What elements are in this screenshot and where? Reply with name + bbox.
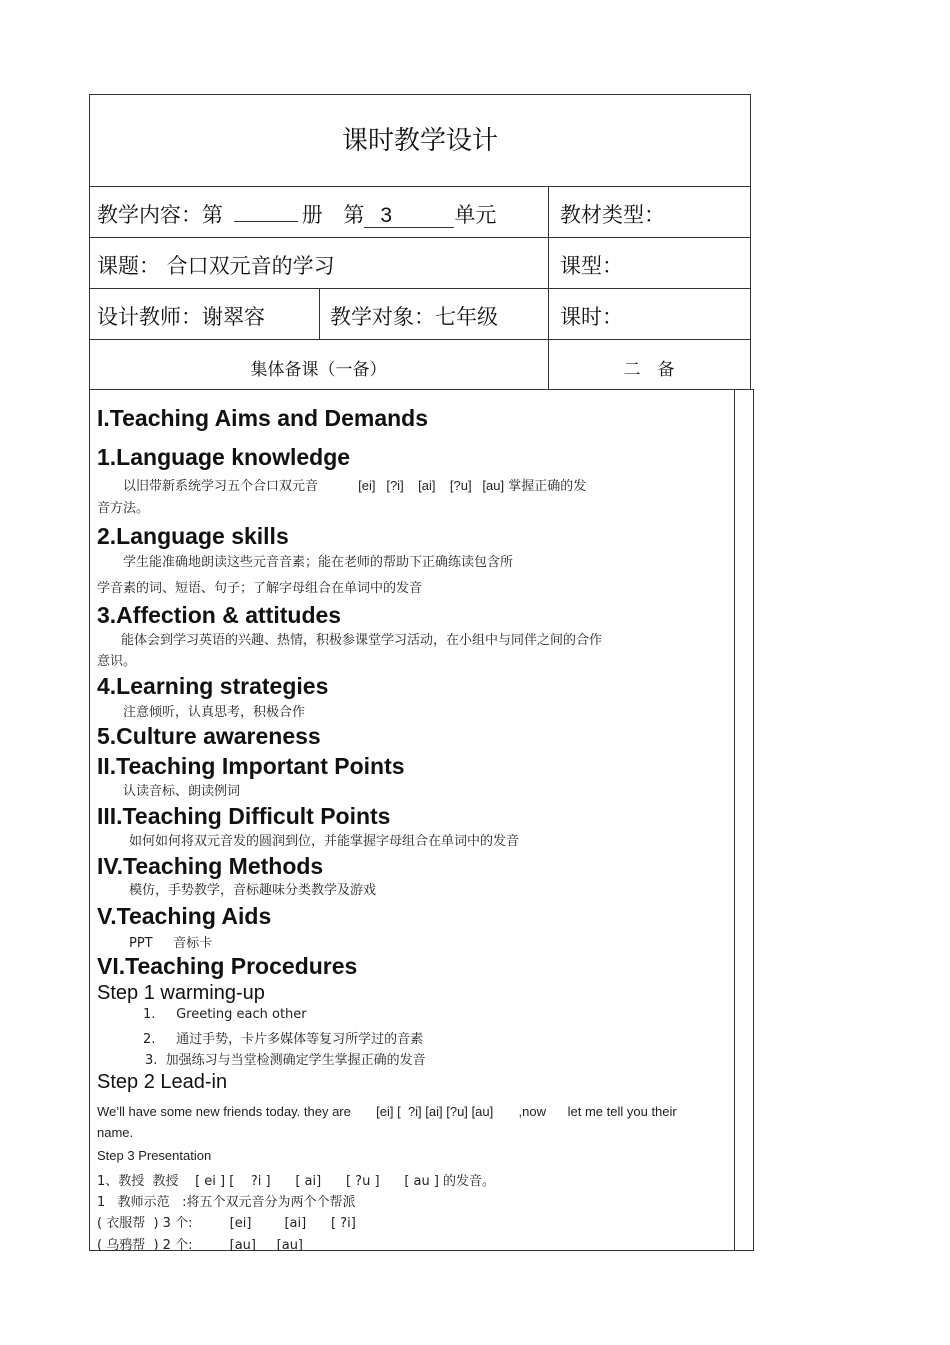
- target-label: 教学对象：七年级: [330, 305, 498, 329]
- lang-knowledge-text: [123, 475, 586, 494]
- important-text: 认读音标、朗读例词: [123, 784, 241, 799]
- aids-heading: V.Teaching Aids: [97, 903, 272, 929]
- difficult-text: 如何如何将双元音发的圆润到位，并能掌握字母组合在单词中的发音: [129, 834, 520, 849]
- aids-text: PPT 音标卡: [129, 936, 213, 951]
- lang-knowledge-text3: 音方法。: [97, 501, 150, 516]
- lang-knowledge-heading: 1.Language knowledge: [97, 444, 351, 470]
- row-divider-5: [89, 389, 754, 390]
- culture-heading: 5.Culture awareness: [97, 723, 321, 749]
- methods-text: 模仿，手势教学，音标趣味分类教学及游戏: [129, 883, 377, 898]
- difficult-heading: III.Teaching Difficult Points: [97, 803, 391, 829]
- content-prefix: 教学内容：第: [97, 203, 223, 227]
- lesson-type-label: 课型：: [560, 254, 623, 278]
- step1-item-3: 3. 加强练习与当堂检测确定学生掌握正确的发音: [145, 1053, 426, 1068]
- unit-value: 3: [364, 205, 454, 228]
- group-prep-label: 集体备课（一备）: [250, 360, 387, 380]
- lang-skills-heading: 2.Language skills: [97, 523, 289, 549]
- lang-knowledge-phonemes: [ei] [?i] [ai] [?u] [au]: [358, 478, 505, 493]
- volume-value: [234, 221, 298, 222]
- step3-line-2: 1 教师示范 :将五个双元音分为两个个帮派: [97, 1195, 356, 1210]
- teaching-content-field: [97, 199, 496, 229]
- affection-heading: 3.Affection & attitudes: [97, 602, 342, 628]
- step2-heading: Step 2 Lead-in: [97, 1071, 228, 1093]
- strategies-heading: 4.Learning strategies: [97, 673, 329, 699]
- lang-skills-text1: 学生能准确地朗读这些元音音素；能在老师的帮助下正确练读包含所: [123, 555, 514, 570]
- unit-suffix: 单元: [454, 203, 497, 227]
- table-border-top: [89, 94, 751, 95]
- lang-skills-text2: 学音素的词、短语、句子；了解字母组合在单词中的发音: [97, 581, 423, 596]
- second-prep-label: 二 备: [623, 360, 675, 380]
- lang-knowledge-text2: 掌握正确的发: [508, 479, 587, 494]
- step2-text1: We’ll have some new friends today. they are [ei] [ ?i] [ai] [?u] [au] ,now let me tell you their: [97, 1104, 677, 1119]
- material-type-label: 教材类型：: [560, 203, 665, 227]
- class-hours-label: 课时：: [560, 305, 623, 329]
- procedures-heading: VI.Teaching Procedures: [97, 953, 358, 979]
- affection-text2: 意识。: [97, 654, 137, 669]
- table-border-left: [89, 94, 90, 1251]
- col-divider-designer: [319, 288, 320, 340]
- page-title: 课时教学设计: [341, 126, 498, 156]
- row-divider-3: [89, 288, 751, 289]
- step2-text2: name.: [97, 1125, 134, 1140]
- methods-heading: IV.Teaching Methods: [97, 853, 324, 879]
- volume-suffix: 册: [301, 203, 323, 227]
- step1-item-1: 1. Greeting each other: [143, 1007, 307, 1022]
- unit-prefix: 第: [343, 203, 365, 227]
- step1-heading: Step 1 warming-up: [97, 982, 265, 1004]
- aims-heading: I.Teaching Aims and Demands: [97, 405, 429, 431]
- important-heading: II.Teaching Important Points: [97, 753, 405, 779]
- designer-label: 设计教师：谢翠容: [97, 305, 265, 329]
- step3-heading: Step 3 Presentation: [97, 1148, 212, 1163]
- strategies-text: 注意倾听，认真思考，积极合作: [123, 705, 306, 720]
- step3-line-3: ( 衣服帮 ) 3 个: [ei] [ai] [ ?i]: [97, 1216, 356, 1231]
- row-divider-4: [89, 339, 751, 340]
- step3-line-1: 1、教授 教授 [ ei ] [ ?i ] [ ai] [ ?u ] [ au ] 的发音。: [97, 1174, 496, 1189]
- affection-text1: 能体会到学习英语的兴趣、热情，积极参课堂学习活动，在小组中与同伴之间的合作: [121, 633, 603, 648]
- step3-line-4: ( 乌鸦帮 ) 2 个: [au] [au]: [97, 1238, 304, 1253]
- row-divider-2: [89, 237, 751, 238]
- lang-knowledge-text1: 以旧带新系统学习五个合口双元音: [123, 479, 319, 494]
- body-border-outer-right: [753, 389, 754, 1251]
- topic-label: 课题： 合口双元音的学习: [97, 254, 335, 278]
- row-divider-1: [89, 186, 751, 187]
- body-border-inner-right: [734, 389, 735, 1251]
- step1-item-2: 2. 通过手势，卡片多媒体等复习所学过的音素: [143, 1032, 424, 1047]
